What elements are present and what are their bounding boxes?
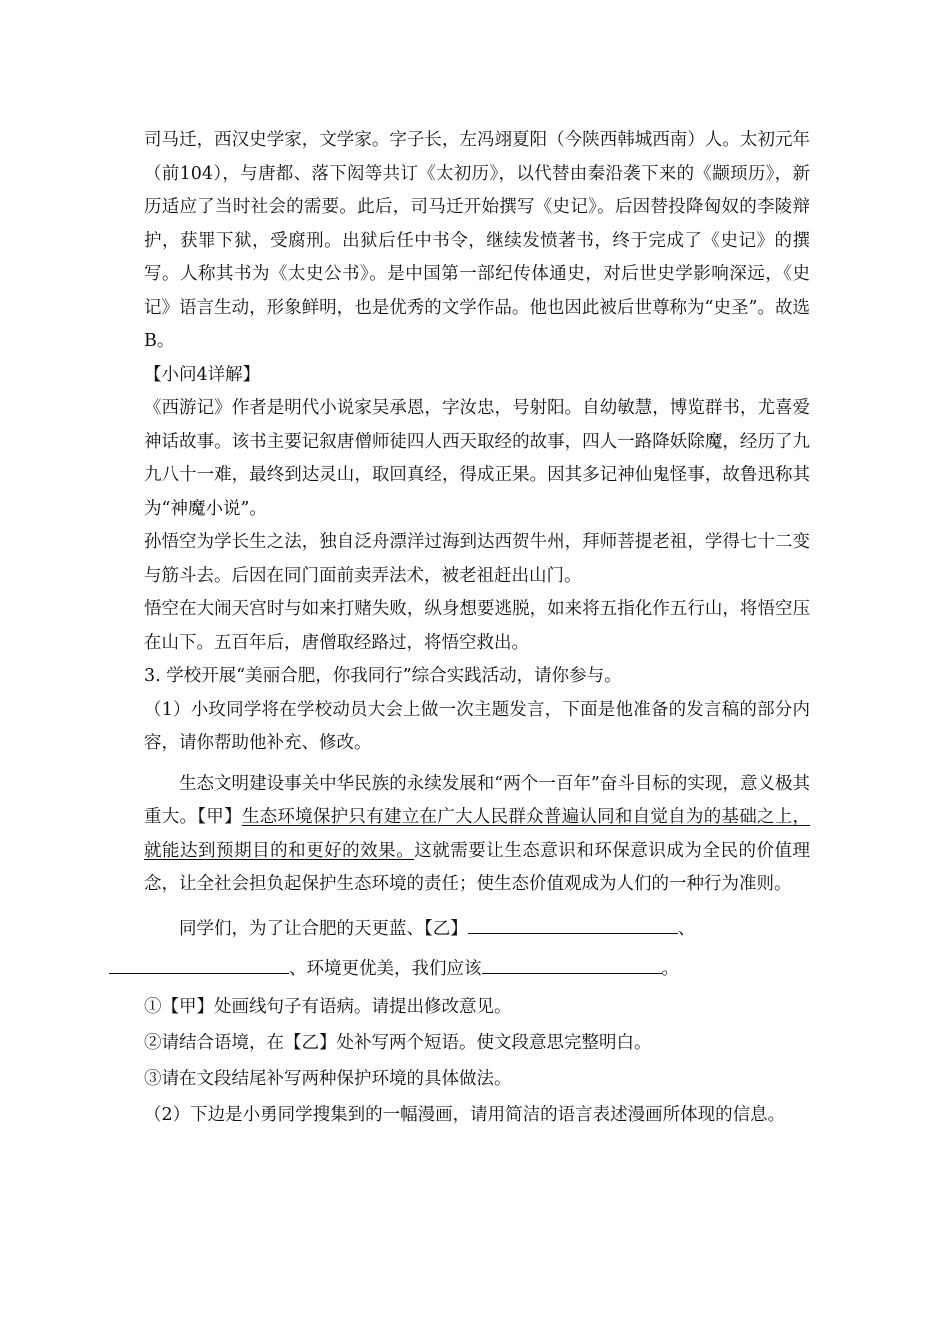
sub-question-1: ①【甲】处画线句子有语病。请提出修改意见。 bbox=[144, 996, 512, 1017]
fill-blank-yi-2[interactable] bbox=[109, 953, 289, 974]
paragraph-wukong-five-element-mountain: 悟空在大闹天宫时与如来打赌失败，纵身想要逃脱，如来将五指化作五行山，将悟空压在山下。五百年后，唐僧取经路过，将悟空救出。 bbox=[144, 599, 810, 653]
question-3-part-1: （1）小玫同学将在学校动员大会上做一次主题发言，下面是他准备的发言稿的部分内容，请你帮助他补充、修改。 bbox=[144, 699, 810, 753]
speech2-separator: 、 bbox=[677, 918, 696, 939]
spacer bbox=[144, 761, 810, 768]
speech2-end: 。 bbox=[661, 958, 679, 979]
speech-paragraph-1 bbox=[144, 768, 810, 902]
question-3-title: 3. 学校开展“美丽合肥，你我同行”综合实践活动，请你参与。 bbox=[144, 666, 622, 686]
speech2-lead: 同学们，为了让合肥的天更蓝、【乙】 bbox=[179, 918, 468, 939]
fill-blank-yi-1[interactable] bbox=[468, 913, 678, 934]
document-body bbox=[144, 124, 810, 1133]
question-3-part-2: （2）下边是小勇同学搜集到的一幅漫画，请用简洁的语言表述漫画所体现的信息。 bbox=[144, 1104, 786, 1125]
fill-blank-measures[interactable] bbox=[482, 953, 662, 974]
sub-question-2: ②请结合语境，在【乙】处补写两个短语。使文段意思完整明白。 bbox=[144, 1032, 652, 1053]
underlined-sentence-jia: 生态环境保护只有建立在广大人民群众普遍认同和自觉自为的基础之上，就能达到预期目的和更好的效果。 bbox=[144, 807, 811, 861]
heading-question-4-explanation: 【小问4详解】 bbox=[144, 364, 261, 385]
spacer bbox=[144, 902, 810, 909]
paragraph-sun-wukong-learning: 孙悟空为学长生之法，独自泛舟漂洋过海到达西贺牛州，拜师菩提老祖，学得七十二变与筋斗去。后因在同门面前卖弄法术，被老祖赶出山门。 bbox=[144, 532, 810, 586]
speech2-middle: 、环境更优美，我们应该 bbox=[289, 958, 482, 979]
speech-paragraph-2 bbox=[144, 909, 810, 989]
sub-question-3: ③请在文段结尾补写两种保护环境的具体做法。 bbox=[144, 1068, 512, 1089]
paragraph-sima-qian: 司马迁，西汉史学家，文学家。字子长，左冯翊夏阳（今陕西韩城西南）人。太初元年（前104），与唐都、落下闳等共订《太初历》，以代替由秦沿袭下来的《颛顼历》，新历适应了当时社会的需要。此后，司马迁开始撰写《史记》。后因替投降匈奴的李陵辩护，获罪下狱，受腐刑。出狱后任中书令，继续发愤著书，终于完成了《史记》的撰写。人称其书为《太史公书》。是中国第一部纪传体通史，对后世史学影响深远，《史记》语言生动，形象鲜明，也是优秀的文学作品。他也因此被后世尊称为“史圣”。故选B。 bbox=[144, 130, 810, 351]
paragraph-journey-to-the-west: 《西游记》作者是明代小说家吴承恩，字汝忠，号射阳。自幼敏慧，博览群书，尤喜爱神话故事。该书主要记叙唐僧师徒四人西天取经的故事，四人一路降妖除魔，经历了九九八十一难，最终到达灵山，取回真经，得成正果。因其多记神仙鬼怪事，故鲁迅称其为“神魔小说”。 bbox=[144, 398, 810, 519]
speech1-continuation: 这就需要让生态意识和环保意识成为全民的价值理念，让全社会担负起保护生态环境的责任；使生态价值观成为人们的一种行为准则。 bbox=[144, 840, 811, 894]
speech1-intro: 生态文明建设事关中华民族的永续发展和“两个一百年”奋斗目标的实现，意义极其重大。【甲】 bbox=[144, 773, 810, 827]
